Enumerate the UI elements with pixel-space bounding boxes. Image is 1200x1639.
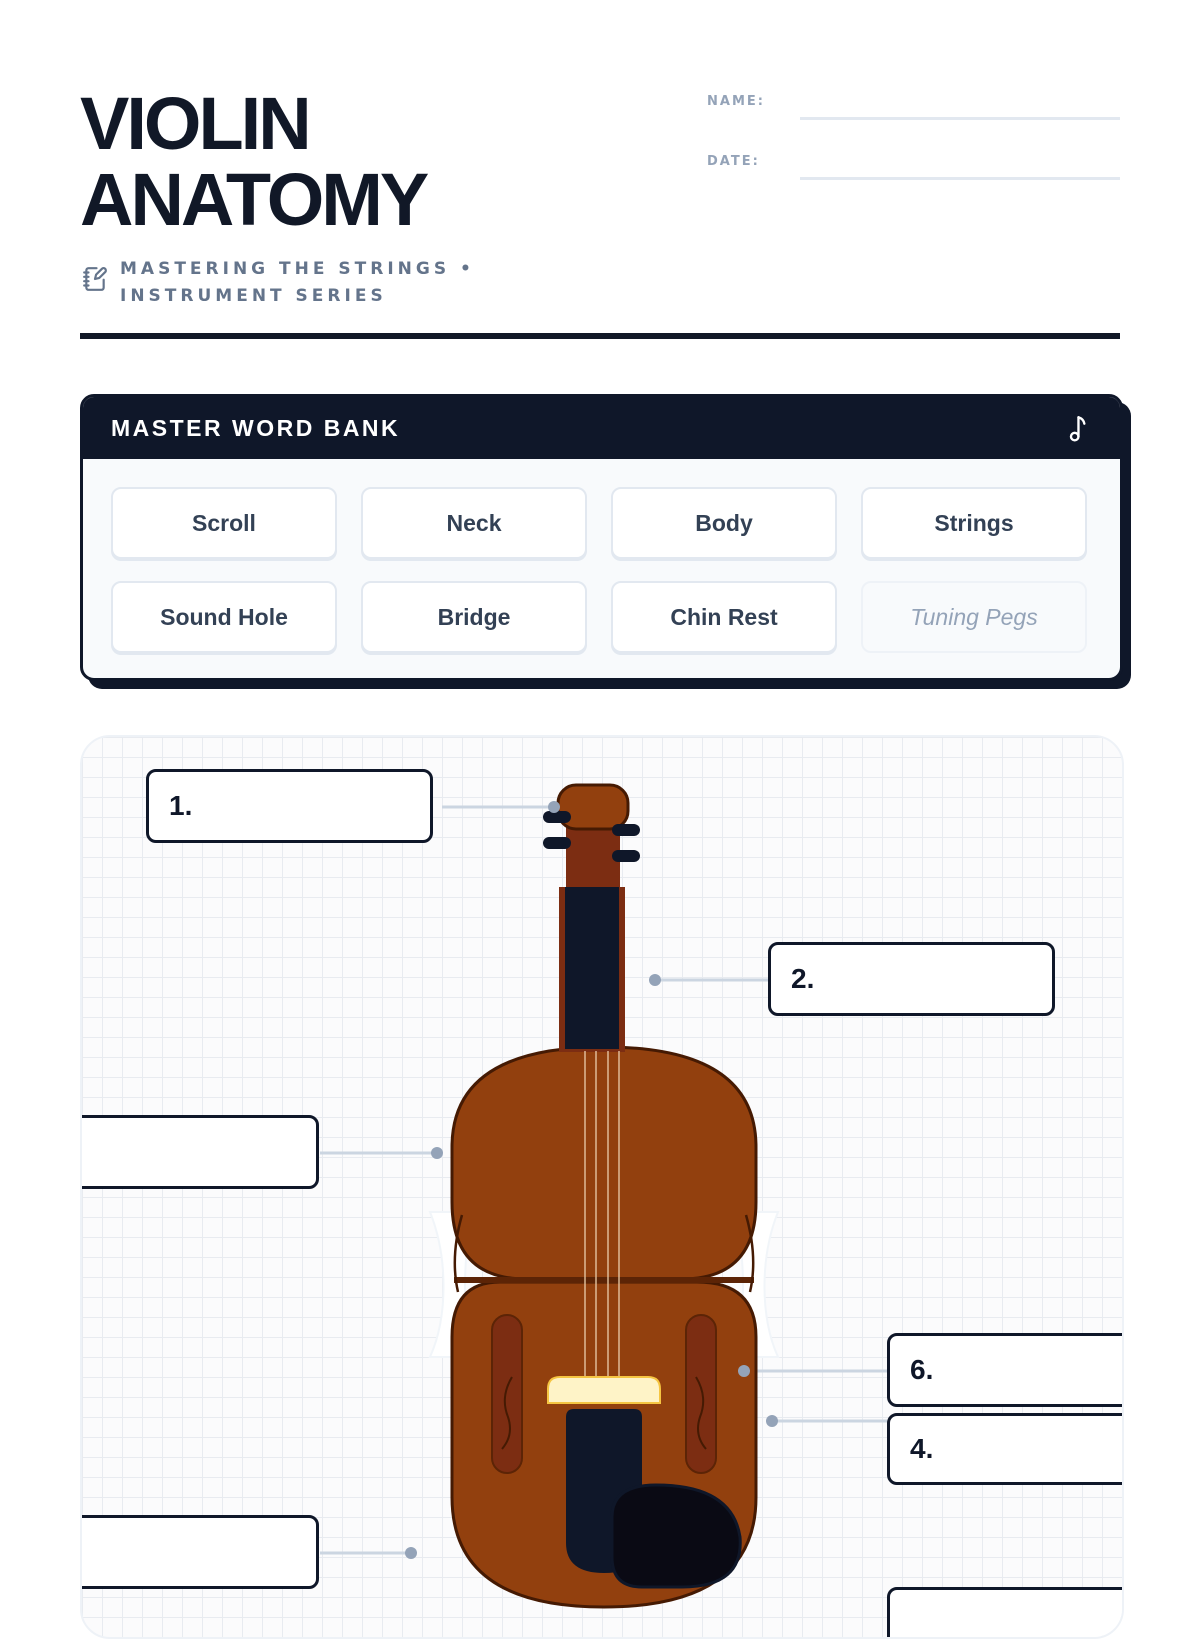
worksheet-title [80,82,427,241]
label-box-1[interactable]: 1. [146,769,433,843]
word-bank-panel [80,394,1123,681]
label-box-7[interactable] [80,1515,319,1589]
word-bank-grid [83,459,1120,653]
title-line-1: VIOLIN [80,82,309,165]
music-note-icon [1066,413,1092,443]
date-field[interactable] [800,177,1120,180]
word-chip-sound-hole[interactable]: Sound Hole [111,581,337,653]
name-field[interactable] [800,117,1120,120]
label-box-3[interactable] [80,1115,319,1189]
label-box-2[interactable]: 2. [768,942,1055,1016]
word-chip-neck[interactable]: Neck [361,487,587,559]
title-line-2: ANATOMY [80,158,427,241]
subtitle: MASTERING THE STRINGS • INSTRUMENT SERIES [120,259,475,306]
label-box-6[interactable]: 6. [887,1333,1124,1407]
scroll [558,785,628,829]
notebook-edit-icon [82,266,108,292]
word-chip-tuning-pegs[interactable]: Tuning Pegs [861,581,1087,653]
subtitle-row [82,256,640,310]
diagram-area [80,735,1124,1639]
word-chip-bridge[interactable]: Bridge [361,581,587,653]
word-bank-header [83,397,1120,459]
bridge [548,1377,660,1403]
word-chip-strings[interactable]: Strings [861,487,1087,559]
word-bank-title: MASTER WORD BANK [111,414,401,441]
name-label: NAME: [707,94,765,109]
label-box-8[interactable] [887,1587,1124,1639]
violin-upper-body [452,1047,756,1279]
word-chip-chin-rest[interactable]: Chin Rest [611,581,837,653]
chin-rest [612,1485,740,1587]
date-label: DATE: [707,154,760,169]
header-divider [80,333,1120,339]
word-chip-body[interactable]: Body [611,487,837,559]
word-chip-scroll[interactable]: Scroll [111,487,337,559]
fingerboard [565,887,619,1049]
label-box-4[interactable]: 4. [887,1413,1124,1485]
